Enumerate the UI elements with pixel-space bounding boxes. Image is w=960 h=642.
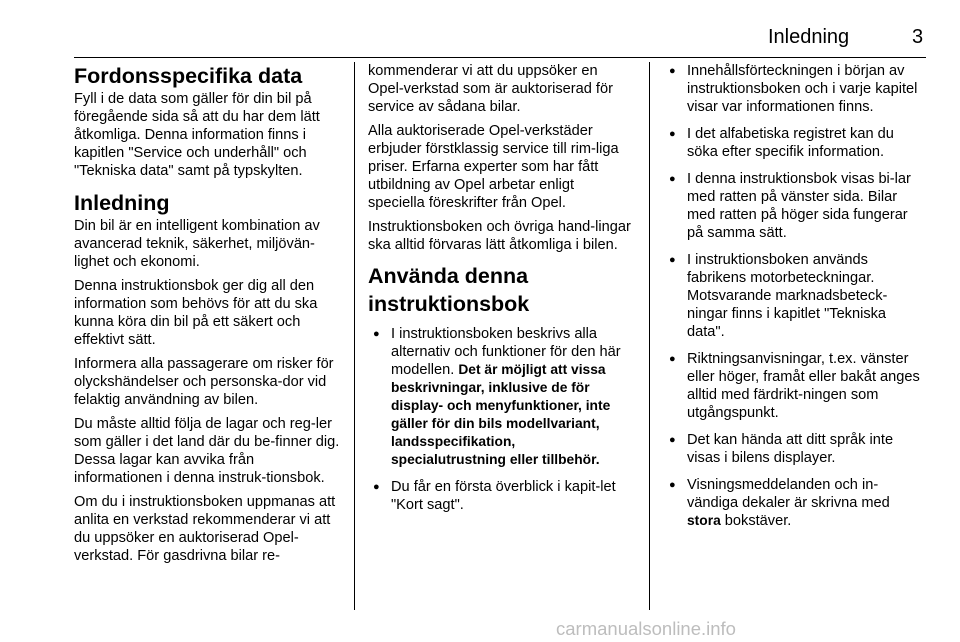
list-item-text: Visningsmeddelanden och in-vändiga dekaler är skrivna med (687, 477, 890, 511)
list-item-bold-text: Det är möjligt att vissa beskrivningar, inklusive de för display- och menyfunktioner, inte gäller för din bils modellvariant, landsspecifikation, specialutrustning eller tillbehör. (391, 362, 611, 467)
heading-vehicle-data: Fordonsspecifika data (74, 64, 303, 88)
list-item: ● Det kan hända att ditt språk inte visas i bilens displayer. (664, 431, 926, 467)
paragraph-intro-4: Du måste alltid följa de lagar och reg-ler som gäller i det land där du be-finner dig. Dessa lagar kan avvika från informationen i denna instruk-tionsbok. (74, 416, 340, 486)
paragraph-vehicle-data: Fyll i de data som gäller för din bil på föregående sida så att du har dem lätt åtkomliga. Denna information finns i kapitlen "Service och underhåll" och "Tekniska data" samt på typskylten. (74, 91, 320, 179)
list-item-text: I instruktionsboken beskrivs alla alternativ och funktioner för den här modellen. (391, 326, 621, 378)
paragraph-workshops: Alla auktoriserade Opel-verkstäder erbjuder förstklassig service till rim-liga priser. Erfarna experter som har fått utbildning av Opel arbetar enligt speciella föreskrifter från Opel. (368, 123, 619, 211)
header-title: Inledning (768, 26, 850, 48)
header-rule (74, 57, 926, 58)
list-item: ● I denna instruktionsbok visas bi-lar med ratten på vänster sida. Bilar med ratten på höger sida fungerar på samma sätt. (664, 170, 926, 242)
list-item: ● Innehållsförteckningen i början av instruktionsboken och i varje kapitel visar var informationen finns. (664, 62, 926, 116)
list-item: ● Du får en första överblick i kapit-let "Kort sagt". (368, 478, 634, 514)
list-item: ● Riktningsanvisningar, t.ex. vänster eller höger, framåt eller bakåt anges alltid med färdrikt-ningen som utgångspunkt. (664, 350, 926, 422)
heading-use-manual: Använda denna instruktionsbok (368, 264, 530, 316)
watermark: carmanualsonline.info (556, 618, 736, 639)
paragraph-intro-5: Om du i instruktionsboken uppmanas att anlita en verkstad rekommenderar vi att du uppsöker en auktoriserad Opel-verkstad. För gasdrivna bilar re- (74, 494, 336, 564)
bullet-list-tips (664, 62, 926, 530)
column-1 (74, 62, 340, 571)
list-item (368, 325, 634, 469)
list-item-bold-text: stora (687, 513, 721, 528)
list-item-text-end: bokstäver. (720, 513, 792, 529)
page-number: 3 (912, 26, 924, 48)
column-2 (368, 62, 634, 523)
list-item: ● I instruktionsboken används fabrikens motorbeteckningar. Motsvarande marknadsbeteck-ningar finns i kapitlet "Tekniska data". (664, 251, 926, 341)
paragraph-intro-3: Informera alla passagerare om risker för olyckshändelser och personska-dor vid felaktig användning av bilen. (74, 356, 334, 408)
page-header (0, 26, 960, 56)
paragraph-intro-2: Denna instruktionsbok ger dig all den information som behövs för att du ska kunna köra din bil på ett säkert och effektivt sätt. (74, 278, 318, 348)
paragraph-storage: Instruktionsboken och övriga hand-lingar ska alltid förvaras lätt åtkomliga i bilen. (368, 219, 631, 253)
column-3 (664, 62, 926, 539)
column-divider-2 (649, 62, 650, 610)
bullet-list-use (368, 325, 634, 514)
paragraph-intro-1: Din bil är en intelligent kombination av avancerad teknik, säkerhet, miljövän-lighet och ekonomi. (74, 218, 320, 270)
heading-intro: Inledning (74, 191, 170, 215)
list-item (664, 476, 926, 530)
column-divider-1 (354, 62, 355, 610)
list-item: ● I det alfabetiska registret kan du söka efter specifik information. (664, 125, 926, 161)
paragraph-continued: kommenderar vi att du uppsöker en Opel-verkstad som är auktoriserad för service av sådana bilar. (368, 63, 613, 115)
